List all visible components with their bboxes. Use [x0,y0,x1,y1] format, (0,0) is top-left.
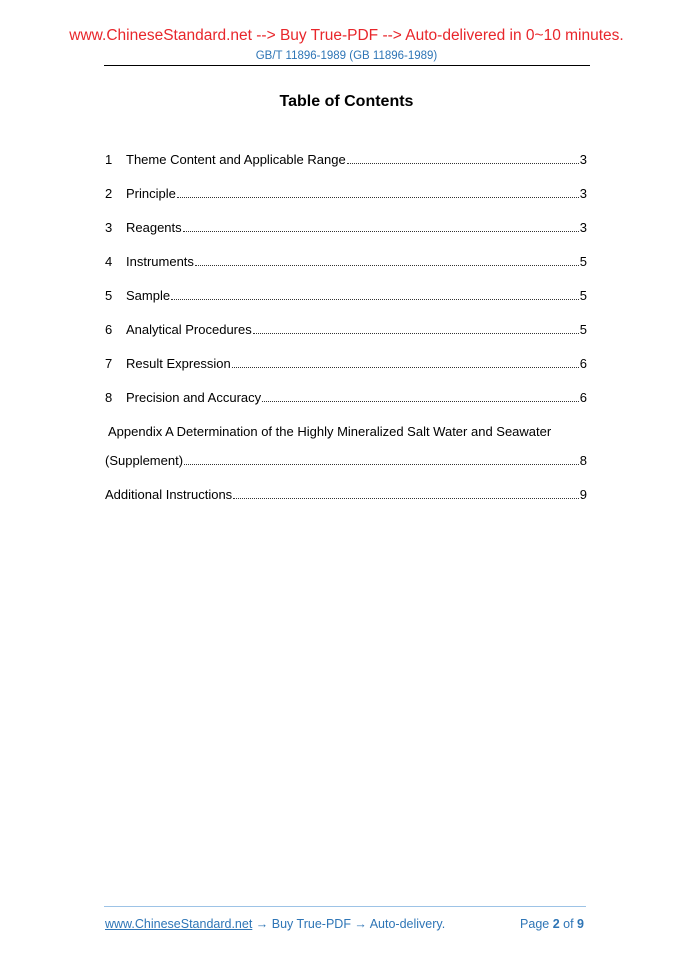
toc-entry-label: Theme Content and Applicable Range [126,152,346,167]
dot-leader [177,197,579,198]
toc-title: Table of Contents [279,93,414,110]
footer-purchase-link[interactable] [105,916,445,932]
page-current: 2 [552,917,560,931]
page-number [520,916,584,932]
dot-leader [347,163,579,164]
toc-appendix-continuation: (Supplement) [105,453,184,468]
toc-entry-page: 5 [579,254,587,269]
footer-buy-text: Buy True-PDF [271,917,351,931]
dot-leader [232,367,579,368]
dot-leader [262,401,579,402]
toc-entry-additional[interactable] [105,485,587,503]
page-footer [105,916,584,932]
toc-entry-page: 3 [579,152,587,167]
toc-entry[interactable] [105,150,587,168]
header-divider [104,65,590,66]
toc-entry-number: 1 [105,152,113,167]
dot-leader [184,464,579,465]
standard-number: GB/T 11896-1989 (GB 11896-1989) [255,50,438,62]
toc-entry-number: 2 [105,186,113,201]
toc-entry-page: 3 [579,186,587,201]
toc-entry-page: 9 [579,487,587,502]
toc-entry-label: Reagents [126,220,182,235]
dot-leader [195,265,579,266]
arrow-right-icon: → [252,917,272,931]
toc-entry-page: 5 [579,288,587,303]
footer-site-link[interactable]: www.ChineseStandard.net [105,917,253,931]
toc-entry[interactable] [105,184,587,202]
toc-entry-label: Precision and Accuracy [126,390,262,405]
toc-appendix-title[interactable]: Appendix A Determination of the Highly Mineralized Salt Water and Seawater [108,424,552,439]
footer-divider [104,906,586,907]
toc-entry-page: 8 [579,453,587,468]
toc-entry-label: Principle [126,186,176,201]
toc-entry-number: 7 [105,356,113,371]
footer-delivery-text: Auto-delivery. [369,917,446,931]
toc-entry-number: 5 [105,288,113,303]
toc-entry[interactable] [105,320,587,338]
toc-entry-label: Additional Instructions [105,487,233,502]
dot-leader [253,333,579,334]
toc-entry-label: Analytical Procedures [126,322,252,337]
page-total: 9 [577,917,584,931]
toc-entry-number: 6 [105,322,113,337]
toc-entry-page: 6 [579,356,587,371]
toc-entry-page: 6 [579,390,587,405]
toc-entry-number: 3 [105,220,113,235]
toc-entry-page: 5 [579,322,587,337]
page-of: of [559,917,578,931]
dot-leader [171,299,579,300]
arrow-right-icon: → [350,917,370,931]
toc-entry-number: 8 [105,390,113,405]
dot-leader [183,231,579,232]
toc-entry[interactable] [105,252,587,270]
toc-entry[interactable] [105,218,587,236]
toc-entry[interactable] [105,286,587,304]
toc-entry-appendix[interactable] [105,451,587,469]
toc-entry[interactable] [105,388,587,406]
toc-entry-number: 4 [105,254,113,269]
toc-entry-page: 3 [579,220,587,235]
dot-leader [233,498,579,499]
toc-entry-label: Result Expression [126,356,231,371]
page-prefix: Page [520,917,553,931]
toc-entry[interactable] [105,354,587,372]
toc-entry-label: Instruments [126,254,194,269]
toc-entry-label: Sample [126,288,171,303]
top-banner-link[interactable]: www.ChineseStandard.net --> Buy True-PDF --> Auto-delivered in 0~10 minutes. [69,27,624,44]
